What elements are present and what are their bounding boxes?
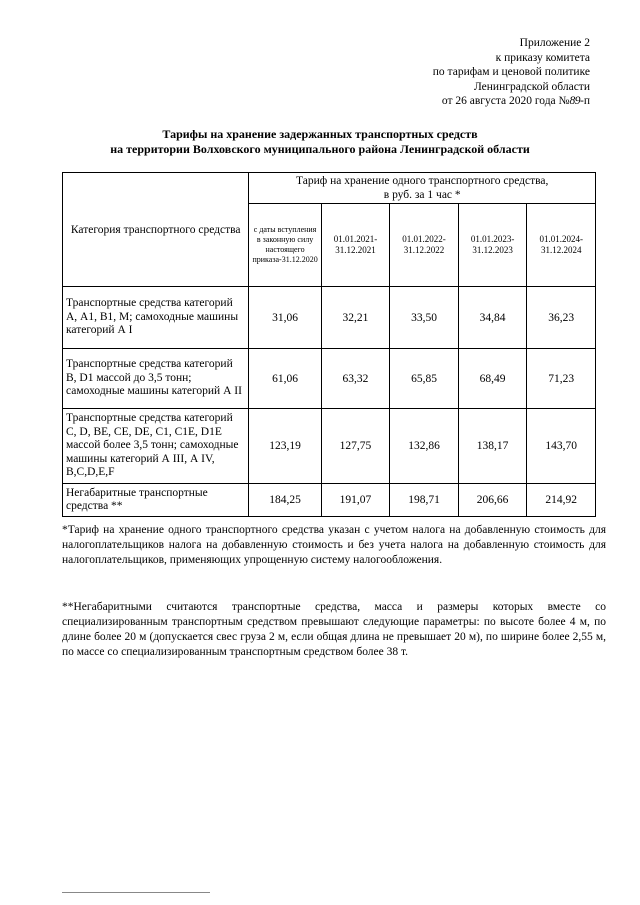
category-header: Категория транспортного средства bbox=[63, 173, 249, 287]
order-number: 89 bbox=[569, 95, 581, 107]
table-row bbox=[63, 287, 596, 349]
header-row bbox=[63, 173, 596, 204]
period-header: 01.01.2024-31.12.2024 bbox=[527, 204, 596, 287]
title-line-1: Тарифы на хранение задержанных транспортных средств bbox=[162, 127, 478, 141]
appendix-block bbox=[330, 36, 590, 109]
row-value: 71,23 bbox=[527, 349, 596, 409]
row-value: 214,92 bbox=[527, 484, 596, 517]
row-value: 184,25 bbox=[249, 484, 321, 517]
row-value: 32,21 bbox=[321, 287, 390, 349]
row-value: 31,06 bbox=[249, 287, 321, 349]
appendix-date-prefix: от 26 августа 2020 года № bbox=[441, 95, 570, 107]
tariff-table bbox=[62, 172, 596, 517]
table-row bbox=[63, 409, 596, 484]
appendix-line-1: Приложение 2 bbox=[519, 37, 590, 49]
tariff-header-line-2: в руб. за 1 час * bbox=[383, 189, 461, 201]
table-row bbox=[63, 349, 596, 409]
footnote-oversized: **Негабаритными считаются транспортные средства, масса и размеры которых вместе со специализированным транспортным средством превышают следующие параметры: по высоте более 4 м, по длине более 20 м (допускается свес груза 2 м, если общая длина не превышает 20 м), по ширине более 2,55 м, по массе со специализированным транспортным средством более 38 т. bbox=[62, 601, 606, 658]
row-value: 143,70 bbox=[527, 409, 596, 484]
row-value: 68,49 bbox=[458, 349, 527, 409]
period-header: 01.01.2023-31.12.2023 bbox=[458, 204, 527, 287]
row-value: 198,71 bbox=[390, 484, 459, 517]
row-value: 127,75 bbox=[321, 409, 390, 484]
row-value: 191,07 bbox=[321, 484, 390, 517]
document-title bbox=[40, 127, 600, 156]
appendix-date-suffix: -п bbox=[580, 95, 590, 107]
period-header: 01.01.2021-31.12.2021 bbox=[321, 204, 390, 287]
row-category: Негабаритные транспортные средства ** bbox=[63, 484, 249, 517]
row-value: 138,17 bbox=[458, 409, 527, 484]
footnote-vat: *Тариф на хранение одного транспортного средства указан с учетом налога на добавленную стоимость для налогоплательщиков налога на добавленную стоимость и без учета налога на добавленную стоимость для налогоплательщиков, применяющих упрощенную систему налогообложения. bbox=[62, 524, 606, 566]
row-value: 206,66 bbox=[458, 484, 527, 517]
appendix-date-line bbox=[330, 94, 590, 109]
footer-divider bbox=[62, 892, 210, 893]
row-value: 63,32 bbox=[321, 349, 390, 409]
row-value: 65,85 bbox=[390, 349, 459, 409]
row-value: 36,23 bbox=[527, 287, 596, 349]
tariff-header-line-1: Тариф на хранение одного транспортного средства, bbox=[296, 175, 549, 187]
period-header: с даты вступления в законную силу настоящего приказа-31.12.2020 bbox=[249, 204, 321, 287]
period-header: 01.01.2022-31.12.2022 bbox=[390, 204, 459, 287]
row-value: 33,50 bbox=[390, 287, 459, 349]
appendix-line-2: к приказу комитета bbox=[495, 51, 590, 64]
table-row bbox=[63, 484, 596, 517]
tariff-header bbox=[249, 173, 596, 204]
row-category: Транспортные средства категорий В, D1 массой до 3,5 тонн; самоходные машины категорий А II bbox=[63, 349, 249, 409]
row-category: Транспортные средства категорий А, А1, В1, М; самоходные машины категорий А I bbox=[63, 287, 249, 349]
appendix-line-3: по тарифам и ценовой политике bbox=[432, 66, 590, 78]
appendix-line-4: Ленинградской области bbox=[473, 80, 590, 93]
row-value: 123,19 bbox=[249, 409, 321, 484]
row-value: 132,86 bbox=[390, 409, 459, 484]
row-value: 34,84 bbox=[458, 287, 527, 349]
row-value: 61,06 bbox=[249, 349, 321, 409]
title-line-2: на территории Волховского муниципального района Ленинградской области bbox=[110, 141, 530, 156]
row-category: Транспортные средства категорий С, D, ВЕ, СЕ, DE, С1, С1Е, D1E массой более 3,5 тонн; самоходные машины категорий А III, А IV, B,C,D,E,F bbox=[63, 409, 249, 484]
